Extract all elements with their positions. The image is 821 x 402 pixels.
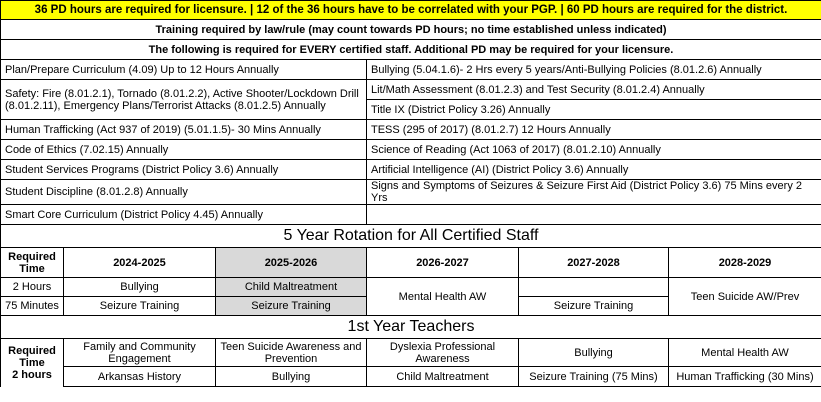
requirement-row — [1, 140, 821, 160]
first-year-cell: Bullying — [216, 367, 367, 387]
hours-label: 2 hours — [12, 368, 52, 381]
rotation-cell: Seizure Training — [64, 297, 216, 316]
first-year-cell: Human Trafficking (30 Mins) — [669, 367, 821, 387]
requirement-right: Bullying (5.04.1.6)- 2 Hrs every 5 years/Anti-Bullying Policies (8.01.2.6) Annually — [367, 60, 821, 80]
required-time-header: Required Time — [1, 248, 64, 278]
year-header: 2028-2029 — [669, 248, 821, 278]
first-year-cell: Bullying — [519, 339, 669, 367]
requirement-right: Lit/Math Assessment (8.01.2.3) and Test Security (8.01.2.4) Annually — [367, 80, 821, 100]
requirement-left-safety: Safety: Fire (8.01.2.1), Tornado (8.01.2.2), Active Shooter/Lockdown Drill (8.01.2.11), Emergency Plans/Terrorist Attacks (8.01.2.5) Annually — [1, 80, 367, 120]
requirement-right: Signs and Symptoms of Seizures & Seizure First Aid (District Policy 3.6) 75 Mins every 2 Yrs — [367, 180, 821, 205]
rotation-cell: Bullying — [64, 278, 216, 297]
every-staff-notice-row — [1, 40, 821, 60]
requirement-left: Smart Core Curriculum (District Policy 4.45) Annually — [1, 205, 367, 225]
rotation-cell: Seizure Training — [519, 297, 669, 316]
time-cell: 75 Minutes — [1, 297, 64, 316]
rotation-cell-current: Child Maltreatment — [216, 278, 367, 297]
rotation-cell-current: Seizure Training — [216, 297, 367, 316]
rotation-title-row — [1, 225, 821, 248]
requirement-right-empty — [367, 205, 821, 225]
year-header-current: 2025-2026 — [216, 248, 367, 278]
requirement-left: Code of Ethics (7.02.15) Annually — [1, 140, 367, 160]
first-year-row — [1, 339, 821, 367]
year-header: 2026-2027 — [367, 248, 519, 278]
law-notice: Training required by law/rule (may count towards PD hours; no time established unless indicated) — [1, 20, 821, 40]
requirement-left: Plan/Prepare Curriculum (4.09) Up to 12 Hours Annually — [1, 60, 367, 80]
first-year-cell: Mental Health AW — [669, 339, 821, 367]
first-year-cell: Dyslexia Professional Awareness — [367, 339, 519, 367]
requirement-right: Science of Reading (Act 1063 of 2017) (8.01.2.10) Annually — [367, 140, 821, 160]
first-year-cell: Seizure Training (75 Mins) — [519, 367, 669, 387]
first-year-title: 1st Year Teachers — [1, 316, 821, 339]
requirement-row — [1, 180, 821, 205]
year-header: 2027-2028 — [519, 248, 669, 278]
licensure-banner: 36 PD hours are required for licensure. | 12 of the 36 hours have to be correlated with your PGP. | 60 PD hours are required for the district. — [1, 1, 821, 20]
requirement-row — [1, 60, 821, 80]
time-cell: 2 Hours — [1, 278, 64, 297]
requirement-right: Title IX (District Policy 3.26) Annually — [367, 100, 821, 120]
requirement-right: TESS (295 of 2017) (8.01.2.7) 12 Hours Annually — [367, 120, 821, 140]
law-notice-row — [1, 20, 821, 40]
requirement-row — [1, 80, 821, 100]
first-year-title-row — [1, 316, 821, 339]
first-year-cell: Teen Suicide Awareness and Prevention — [216, 339, 367, 367]
rotation-cell-merged: Mental Health AW — [367, 278, 519, 316]
requirement-left: Student Services Programs (District Policy 3.6) Annually — [1, 160, 367, 180]
first-year-row — [1, 367, 821, 387]
rotation-header-row — [1, 248, 821, 278]
required-time-label: Required Time — [8, 344, 56, 369]
first-year-cell: Family and Community Engagement — [64, 339, 216, 367]
rotation-cell-merged: Teen Suicide AW/Prev — [669, 278, 821, 316]
first-year-cell: Arkansas History — [64, 367, 216, 387]
rotation-cell-empty — [519, 278, 669, 297]
requirement-left: Human Trafficking (Act 937 of 2019) (5.01.1.5)- 30 Mins Annually — [1, 120, 367, 140]
every-staff-notice: The following is required for EVERY certified staff. Additional PD may be required for your licensure. — [1, 40, 821, 60]
first-year-required-time — [1, 339, 64, 387]
requirement-left: Student Discipline (8.01.2.8) Annually — [1, 180, 367, 205]
requirement-row — [1, 205, 821, 225]
year-header: 2024-2025 — [64, 248, 216, 278]
requirement-row — [1, 120, 821, 140]
requirement-right: Artificial Intelligence (AI) (District Policy 3.6) Annually — [367, 160, 821, 180]
rotation-title: 5 Year Rotation for All Certified Staff — [1, 225, 821, 248]
rotation-row — [1, 278, 821, 297]
licensure-banner-row — [1, 1, 821, 20]
first-year-cell: Child Maltreatment — [367, 367, 519, 387]
requirement-row — [1, 160, 821, 180]
